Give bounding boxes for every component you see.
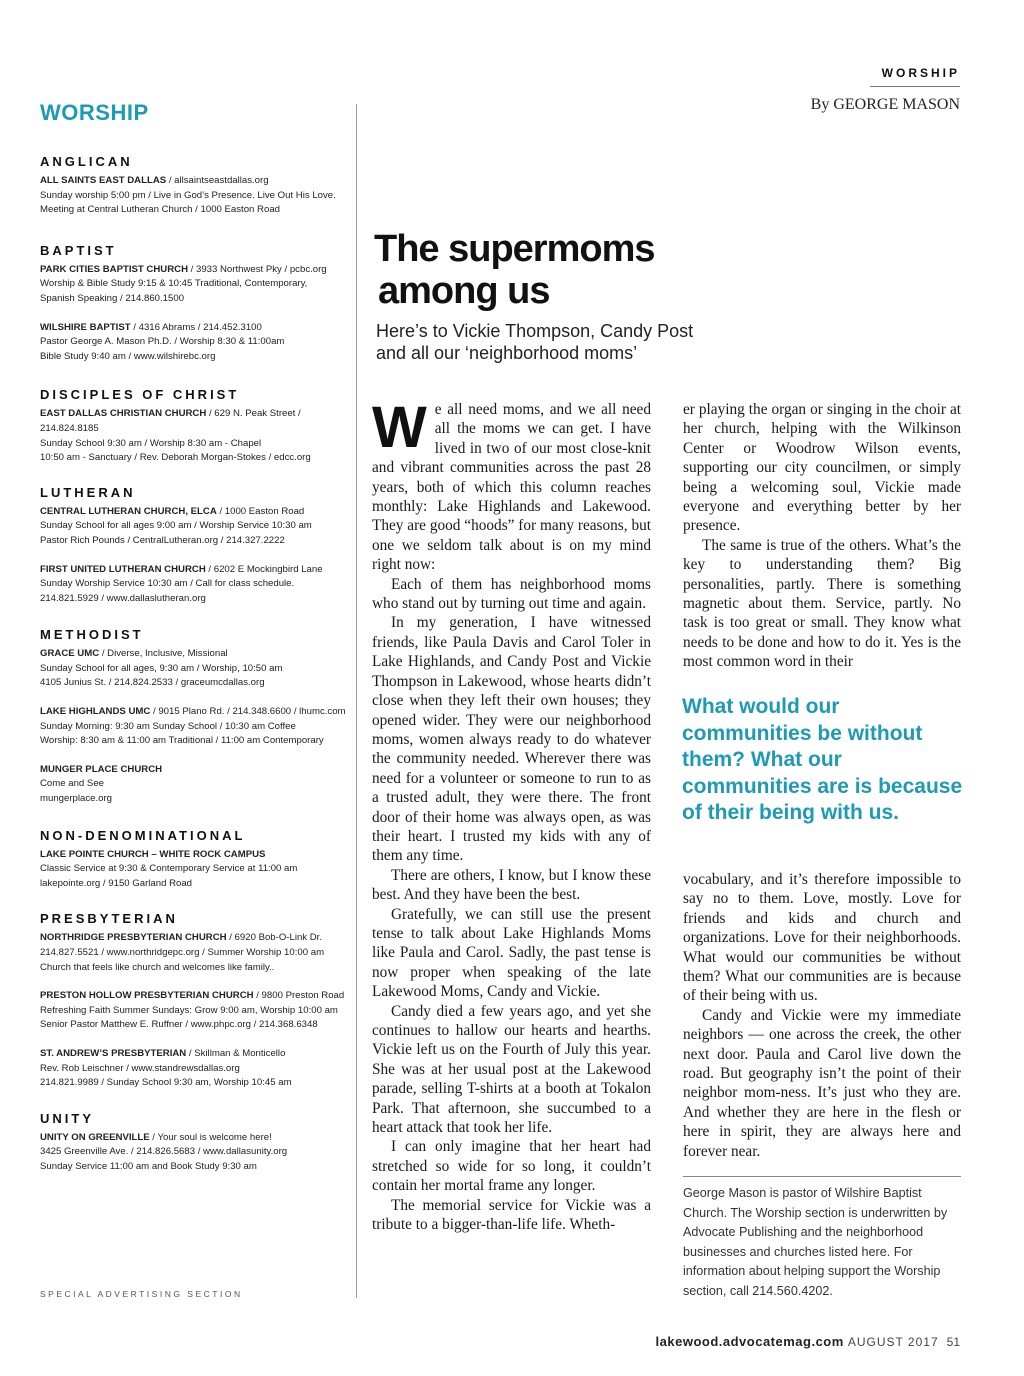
church-name: LAKE POINTE CHURCH – WHITE ROCK CAMPUS	[40, 848, 266, 860]
sidebar-title: WORSHIP	[40, 100, 149, 125]
church-detail: mungerplace.org	[40, 793, 112, 805]
church-name: UNITY ON GREENVILLE	[40, 1131, 150, 1143]
church-entry	[40, 989, 350, 1033]
church-name: LAKE HIGHLANDS UMC	[40, 706, 151, 718]
author-bio: George Mason is pastor of Wilshire Baptist Church. The Worship section is underwritten by Advocate Publishing and the neighborhood businesses and churches listed here. For information about helping support the Worship section, call 214.560.4202.	[683, 1186, 948, 1298]
church-detail: / 9800 Preston Road	[253, 990, 345, 1002]
church-entry	[40, 321, 350, 365]
issue-date: AUGUST 2017	[847, 1335, 939, 1349]
pull-quote: What would our communities be without them? What our communities are is because of their being with us.	[682, 695, 963, 824]
church-name: NORTHRIDGE PRESBYTERIAN CHURCH	[40, 932, 227, 944]
page-footer	[656, 1334, 960, 1349]
church-detail: Worship & Bible Study 9:15 & 10:45 Traditional, Contemporary,	[40, 278, 308, 290]
church-detail: / 4316 Abrams / 214.452.3100	[130, 321, 262, 333]
church-detail: / Your soul is welcome here!	[149, 1131, 272, 1143]
church-entry	[40, 563, 350, 607]
section-methodist	[40, 627, 350, 806]
article-paragraph: er playing the organ or singing in the choir at her church, helping with the Wilkinson Center or Woodrow Wilson events, supporting our city councilmen, or simply being a welcoming soul, Vickie made everyone and everything better by her presence.	[683, 401, 961, 535]
dek-line: and all our ‘neighborhood moms’	[376, 343, 638, 363]
section-baptist	[40, 243, 350, 365]
bio-divider	[683, 1176, 961, 1177]
section-presbyterian	[40, 911, 350, 1090]
church-name: WILSHIRE BAPTIST	[40, 321, 131, 333]
article-paragraph: The same is true of the others. What’s the key to understanding them? Big personalities, partly. There is something magnetic about them. Service, partly. No task is too great or small. They know what needs to be done and how to do it. Yes is the most common word in their	[683, 536, 961, 671]
section-anglican	[40, 154, 350, 218]
church-entry	[40, 1047, 350, 1091]
church-detail: Refreshing Faith Summer Sundays: Grow 9:00 am, Worship 10:00 am	[40, 1004, 338, 1016]
church-detail: Senior Pastor Matthew E. Ruffner / www.phpc.org / 214.368.6348	[40, 1019, 318, 1031]
byline: By GEORGE MASON	[810, 96, 960, 113]
church-name: PARK CITIES BAPTIST CHURCH	[40, 263, 188, 275]
church-detail: Classic Service at 9:30 & Contemporary Service at 11:00 am	[40, 863, 298, 875]
church-detail: / 1000 Easton Road	[216, 505, 305, 517]
church-detail: / 6920 Bob-O-Link Dr.	[226, 932, 323, 944]
church-entry	[40, 407, 350, 465]
article-dek	[376, 320, 796, 364]
church-name: ST. ANDREW’S PRESBYTERIAN	[40, 1047, 187, 1059]
section-heading: UNITY	[40, 1110, 94, 1126]
church-entry	[40, 1131, 350, 1175]
church-detail: Sunday worship 5:00 pm / Live in God’s Presence. Live Out His Love.	[40, 189, 336, 201]
church-detail: / Diverse, Inclusive, Missional	[99, 648, 228, 660]
article-paragraph: In my generation, I have witnessed friends, like Paula Davis and Carol Toler in Lake Highlands, and Candy Post and Vickie Thompson in Lakewood, whose hearts didn’t close when they left their own houses; they opened wider. They were our neighborhood moms, women always ready to do whatever the community needed. Wherever there was need for a volunteer or someone to run to as a trusted adult, they were there. The front door of their home was always open, as was their heart. I trusted my kids with any of them any time.	[372, 614, 651, 865]
section-disciples-of-christ	[40, 387, 350, 465]
church-detail: / 629 N. Peak Street / 214.824.8185	[40, 408, 301, 434]
article-paragraph: vocabulary, and it’s therefore impossible to say no to them. Love, mostly. Love for friends and kids and church and organizations. Love for their neighborhoods. What would our communities be without them? What our communities are is because of their being with us.	[683, 871, 961, 1005]
church-entry	[40, 848, 350, 892]
section-unity	[40, 1111, 350, 1175]
church-detail: Pastor George A. Mason Ph.D. / Worship 8:30 & 11:00am	[40, 336, 285, 348]
section-heading: METHODIST	[40, 627, 144, 643]
headline-line: The supermoms	[374, 228, 655, 270]
column-divider	[356, 104, 357, 1298]
section-heading: PRESBYTERIAN	[40, 911, 178, 927]
church-detail: Sunday School for all ages, 9:30 am / Worship, 10:50 am	[40, 662, 283, 674]
section-non-denominational	[40, 828, 350, 892]
site-url: lakewood.advocatemag.com	[655, 1334, 844, 1349]
church-name: PRESTON HOLLOW PRESBYTERIAN CHURCH	[40, 990, 254, 1002]
church-detail: 4105 Junius St. / 214.824.2533 / graceumcdallas.org	[40, 677, 265, 689]
church-name: ALL SAINTS EAST DALLAS	[40, 175, 167, 186]
church-detail: Church that feels like church and welcomes like family..	[40, 961, 275, 973]
church-detail: / 9015 Plano Rd. / 214.348.6600 / lhumc.com	[150, 706, 346, 718]
church-detail: 10:50 am - Sanctuary / Rev. Deborah Morgan-Stokes / edcc.org	[40, 452, 311, 464]
church-name: CENTRAL LUTHERAN CHURCH, ELCA	[40, 505, 217, 517]
article-paragraph: Gratefully, we can still use the present tense to talk about Lake Highlands Moms like Paula and Carol. Sadly, the past tense is now proper when speaking of the late Lakewood Moms, Candy and Vickie.	[372, 905, 651, 1001]
article-column-2-continued	[683, 870, 961, 1161]
section-lutheran	[40, 485, 350, 607]
church-detail: lakepointe.org / 9150 Garland Road	[40, 877, 193, 889]
church-detail: 214.827.5521 / www.northridgepc.org / Summer Worship 10:00 am	[40, 947, 325, 958]
church-name: FIRST UNITED LUTHERAN CHURCH	[40, 563, 206, 575]
church-entry	[40, 263, 350, 307]
article-paragraph: Each of them has neighborhood moms who stand out by turning out time and again.	[372, 575, 651, 613]
section-tag: WORSHIP	[881, 66, 960, 80]
article-paragraph: Candy died a few years ago, and yet she continues to hallow our hearts and hearths. Vickie left us on the Fourth of July this year. She was at her usual post at the Lakewood parade, selling T-shirts at a booth at Tokalon Park. That afternoon, she succumbed to a heart attack that took her life.	[372, 1002, 651, 1137]
article-paragraph: Candy and Vickie were my immediate neighbors — one across the creek, the other next door. Paula and Carol live down the road. But geography isn’t the point of their neighbor mom-ness. It’s just who they are. And whether they are here in the flesh or here in spirit, they are always here and forever near.	[683, 1006, 961, 1160]
church-detail: / Skillman & Monticello	[186, 1047, 286, 1059]
church-detail: Pastor Rich Pounds / CentralLutheran.org / 214.327.2222	[40, 534, 285, 546]
drop-cap: W	[372, 395, 427, 460]
church-detail: Worship: 8:30 am & 11:00 am Traditional / 11:00 am Contemporary	[40, 735, 324, 747]
page-number: 51	[946, 1335, 960, 1349]
article-column-1	[372, 395, 651, 1234]
church-detail: Rev. Rob Leischner / www.standrewsdallas.org	[40, 1062, 240, 1074]
church-entry	[40, 647, 350, 691]
dek-line: Here’s to Vickie Thompson, Candy Post	[376, 321, 694, 341]
section-heading: LUTHERAN	[40, 484, 136, 500]
church-name: EAST DALLAS CHRISTIAN CHURCH	[40, 408, 207, 420]
section-heading: ANGLICAN	[40, 154, 133, 169]
church-detail: / allsaintseastdallas.org	[166, 175, 269, 186]
church-detail: 3425 Greenville Ave. / 214.826.5683 / www.dallasunity.org	[40, 1146, 288, 1158]
church-detail: Sunday School for all ages 9:00 am / Worship Service 10:30 am	[40, 520, 312, 532]
church-detail: / 3933 Northwest Pky / pcbc.org	[188, 263, 327, 275]
church-detail: 214.821.9989 / Sunday School 9:30 am, Worship 10:45 am	[40, 1077, 292, 1089]
section-tag-rule	[870, 86, 960, 87]
church-entry	[40, 763, 350, 807]
headline-line: among us	[378, 270, 550, 312]
church-detail: 214.821.5929 / www.dallaslutheran.org	[40, 592, 206, 604]
church-entry	[40, 505, 350, 549]
article-column-2	[683, 400, 961, 672]
church-name: MUNGER PLACE CHURCH	[40, 763, 163, 775]
article-headline	[374, 228, 794, 312]
worship-directory-sidebar	[40, 96, 350, 1175]
church-detail: Sunday Worship Service 10:30 am / Call for class schedule.	[40, 578, 295, 590]
paragraph-text: e all need moms, and we all need all the moms we can get. I have lived in two of our most close-knit and vibrant communities across the past 28 years, both of which this column reaches monthly: Lake Highlands and Lakewood. They are good “hoods” for many reasons, but one we seldom talk about is on my mind right now:	[372, 401, 651, 574]
article-paragraph: The memorial service for Vickie was a tribute to a bigger-than-life life. Wheth-	[372, 1196, 651, 1234]
article-paragraph	[372, 395, 651, 575]
section-heading: DISCIPLES OF CHRIST	[40, 387, 240, 403]
church-detail: / 6202 E Mockingbird Lane	[205, 563, 323, 575]
church-name: GRACE UMC	[40, 648, 100, 660]
church-detail: Come and See	[40, 778, 104, 790]
section-heading: BAPTIST	[40, 242, 117, 258]
article-paragraph: I can only imagine that her heart had stretched so wide for so long, it couldn’t contain her mortal frame any longer.	[372, 1138, 651, 1195]
church-detail: Bible Study 9:40 am / www.wilshirebc.org	[40, 350, 216, 362]
church-detail: Meeting at Central Lutheran Church / 1000 Easton Road	[40, 204, 280, 216]
church-detail: Sunday Service 11:00 am and Book Study 9:30 am	[40, 1160, 257, 1172]
section-heading: NON-DENOMINATIONAL	[40, 827, 246, 843]
church-detail: Sunday School 9:30 am / Worship 8:30 am - Chapel	[40, 437, 262, 449]
church-entry	[40, 174, 350, 218]
church-entry	[40, 705, 350, 749]
special-advertising-label: SPECIAL ADVERTISING SECTION	[40, 1289, 243, 1299]
church-detail: Spanish Speaking / 214.860.1500	[40, 292, 185, 304]
church-detail: Sunday Morning: 9:30 am Sunday School / 10:30 am Coffee	[40, 720, 296, 732]
church-entry	[40, 931, 350, 975]
article-paragraph: There are others, I know, but I know these best. And they have been the best.	[372, 866, 651, 904]
